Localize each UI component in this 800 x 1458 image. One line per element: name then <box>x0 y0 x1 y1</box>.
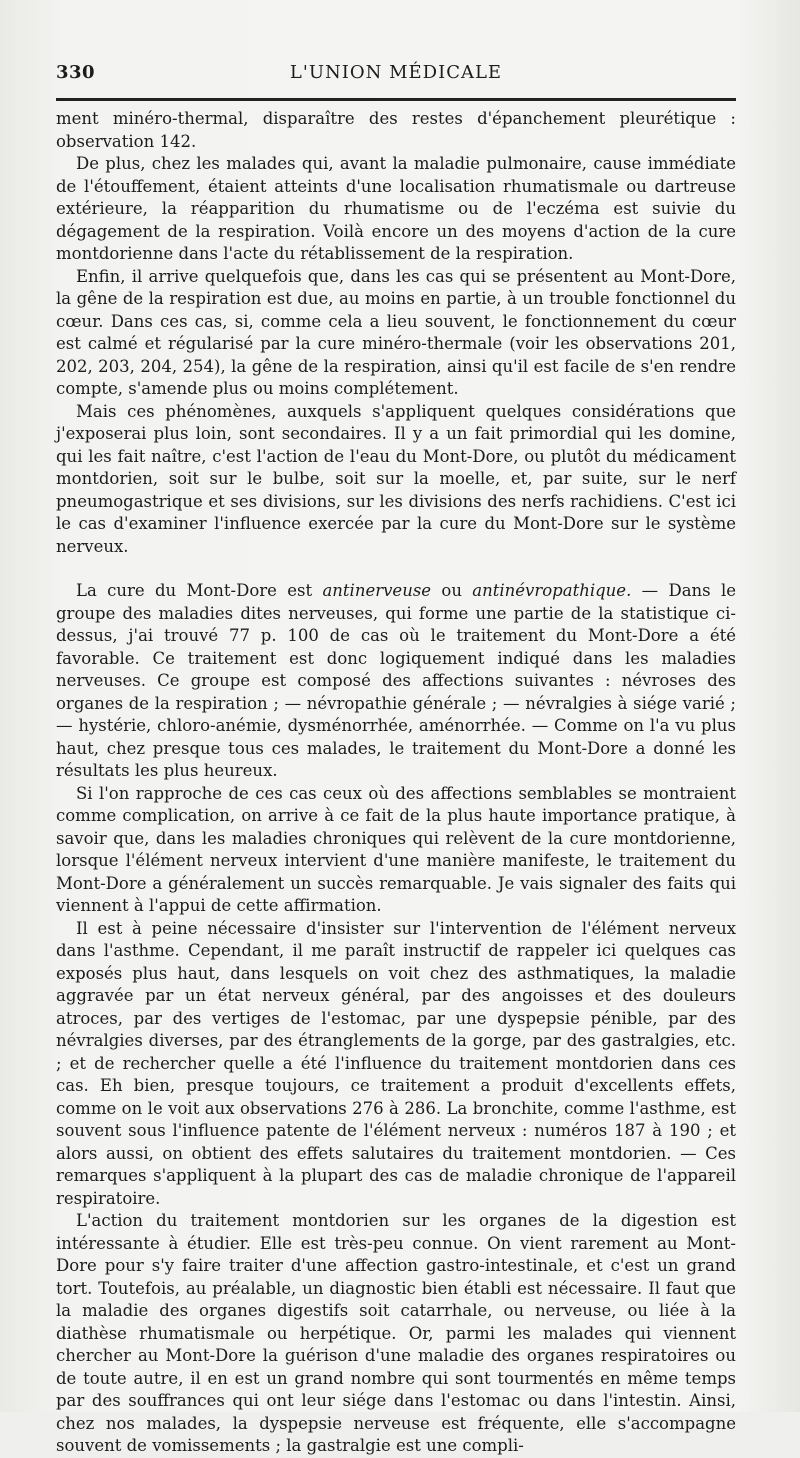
paragraph-lead: La cure du Mont-Dore est <box>76 581 323 600</box>
paragraph-connector: ou <box>431 581 473 600</box>
paragraph: Si l'on rapproche de ces cas ceux où des affections semblables se montraient comme complication, on arrive à ce fait de la plus haute importance pratique, à savoir que, dans les maladies chroniques qui relèvent de la cure montdorienne, lorsque l'élément nerveux intervient d'une manière manifeste, le traitement du Mont-Dore a généralement un succès remarquable. Je vais signaler des faits qui viennent à l'appui de cette affirmation. <box>56 783 736 915</box>
page-number: 330 <box>56 62 96 83</box>
italic-term: antinévropathique. <box>472 581 632 600</box>
header-rule <box>56 98 736 101</box>
running-title: L'UNION MÉDICALE <box>289 62 503 83</box>
paragraph: L'action du traitement montdorien sur les organes de la digestion est intéressante à étudier. Elle est très-peu connue. On vient rarement au Mont-Dore pour s'y faire traiter d'une affection gastro-intestinale, et c'est un grand tort. Toutefois, au préalable, un diagnostic bien établi est nécessaire. Il faut que la maladie des organes digestifs soit catarrhale, ou nerveuse, ou liée à la diathèse rhumatismale ou herpétique. Or, parmi les malades qui viennent chercher au Mont-Dore la guérison d'une maladie des organes respiratoires ou de toute autre, il en est un grand nombre qui sont tourmentés en même temps par des souffrances qui ont leur siége dans l'estomac ou dans l'intestin. Ainsi, chez nos malades, la dyspepsie nerveuse est fréquente, elle s'accompagne souvent de vomissements ; la gastralgie est une compli- <box>56 1211 736 1455</box>
paragraph: Il est à peine nécessaire d'insister sur l'intervention de l'élément nerveux dans l'asthme. Cependant, il me paraît instructif de rappeler ici quelques cas exposés plus haut, dans lesquels on voit chez des asthmatiques, la maladie aggravée par un état nerveux général, par des angoisses et des douleurs atroces, par des vertiges de l'estomac, par une dyspepsie pénible, par des névralgies diverses, par des étranglements de la gorge, par des gastralgies, etc. ; et de rechercher quelle a été l'influence du traitement montdorien dans ces cas. Eh bien, presque toujours, ce traitement a produit d'excellents effets, comme on le voit aux observations 276 à 286. La bronchite, comme l'asthme, est souvent sous l'influence patente de l'élément nerveux : numéros 187 à 190 ; et alors aussi, on obtient des effets salutaires du traitement montdorien. — Ces remarques s'appliquent à la plupart des cas de maladie chronique de l'appareil respiratoire. <box>56 918 736 1208</box>
paragraph: De plus, chez les malades qui, avant la maladie pulmonaire, cause immédiate de l'étouffement, étaient atteints d'une localisation rhumatismale ou dartreuse extérieure, la réapparition du rhumatisme ou de l'eczéma est suivie du dégagement de la respiration. Voilà encore un des moyens d'action de la cure montdorienne dans l'acte du rétablissement de la respiration. <box>56 154 736 263</box>
italic-term: antinerveuse <box>322 581 432 600</box>
paragraph: Mais ces phénomènes, auxquels s'appliquent quelques considérations que j'exposerai plus loin, sont secondaires. Il y a un fait primordial qui les domine, qui les fait naître, c'est l'action de l'eau du Mont-Dore, ou plutôt du médicament montdorien, soit sur le bulbe, soit sur la moelle, et, par suite, sur le nerf pneumogastrique et ses divisions, sur les divisions des nerfs rachidiens. C'est ici le cas d'examiner l'influence exercée par la cure du Mont-Dore sur le système nerveux. <box>56 401 736 556</box>
paragraph-rest: — Dans le groupe des maladies dites nerveuses, qui forme une partie de la statistique ci-dessus, j'ai trouvé 77 p. 100 de cas où le traitement du Mont-Dore a été favorable. Ce traitement est donc logiquement indiqué dans les maladies nerveuses. Ce groupe est composé des affections suivantes : névroses des organes de la respiration ; — névropathie générale ; — névralgies à siége varié ; — hystérie, chloro-anémie, dysménorrhée, aménorrhée. — Comme on l'a vu plus haut, chez presque tous ces malades, le traitement du Mont-Dore a donné les résultats les plus heureux. <box>56 581 736 780</box>
paragraph: ment minéro-thermal, disparaître des restes d'épanchement pleurétique : observation 142. <box>56 109 736 151</box>
paragraph-nervous-system <box>56 580 736 783</box>
paragraph: Enfin, il arrive quelquefois que, dans les cas qui se présentent au Mont-Dore, la gêne de la respiration est due, au moins en partie, à un trouble fonctionnel du cœur. Dans ces cas, si, comme cela a lieu souvent, le fonctionnement du cœur est calmé et régularisé par la cure minéro-thermale (voir les observations 201, 202, 203, 204, 254), la gêne de la respiration, ainsi qu'il est facile de s'en rendre compte, s'amende plus ou moins complétement. <box>56 266 736 398</box>
body-text <box>56 108 736 1458</box>
page-header <box>56 62 736 90</box>
